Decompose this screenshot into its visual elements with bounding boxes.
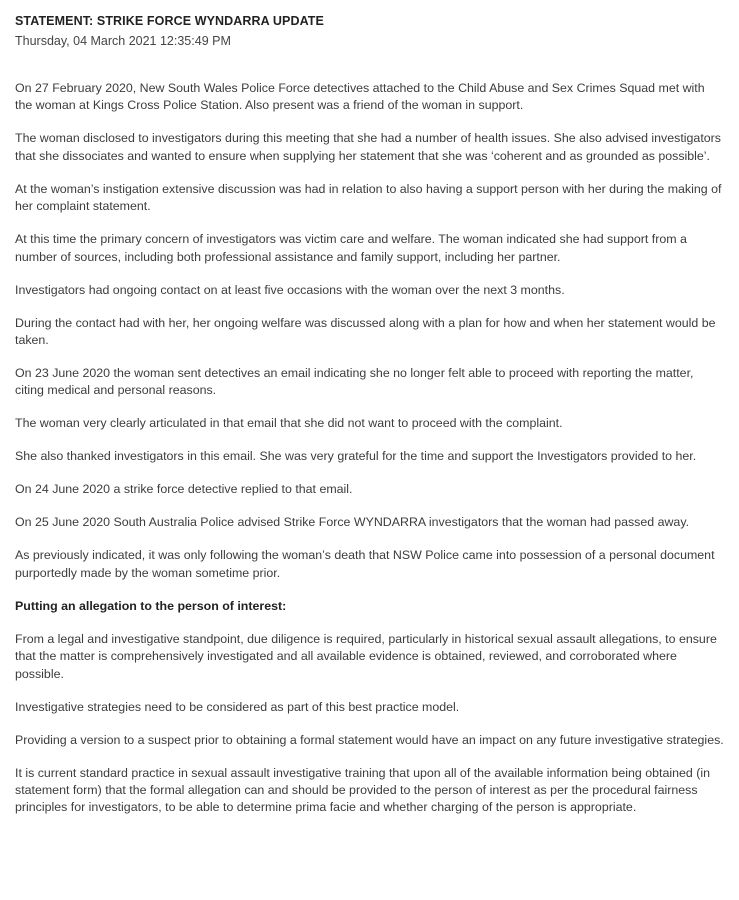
body-paragraph: Investigative strategies need to be considered as part of this best practice model. bbox=[15, 699, 460, 714]
document-title: STATEMENT: STRIKE FORCE WYNDARRA UPDATE bbox=[15, 14, 324, 28]
body-paragraph: During the contact had with her, her ongoing welfare was discussed along with a plan for how and when her statement would be taken. bbox=[15, 315, 716, 348]
body-paragraph: At the woman’s instigation extensive discussion was had in relation to also having a support person with her during the making of her complaint statement. bbox=[15, 181, 722, 214]
body-paragraph: On 23 June 2020 the woman sent detectives an email indicating she no longer felt able to proceed with reporting the matter, citing medical and personal reasons. bbox=[15, 366, 694, 398]
body-paragraph: She also thanked investigators in this email. She was very grateful for the time and support the Investigators provided to her. bbox=[15, 449, 697, 464]
body-paragraph: As previously indicated, it was only following the woman’s death that NSW Police came into possession of a personal document purportedly made by the woman sometime prior. bbox=[15, 548, 715, 580]
body-paragraph: The woman very clearly articulated in that email that she did not want to proceed with the complaint. bbox=[15, 416, 563, 431]
body-paragraph: Providing a version to a suspect prior to obtaining a formal statement would have an impact on any future investigative strategies. bbox=[15, 732, 724, 747]
body-paragraph: On 25 June 2020 South Australia Police advised Strike Force WYNDARRA investigators that the woman had passed away. bbox=[15, 515, 690, 530]
body-paragraph: From a legal and investigative standpoint, due diligence is required, particularly in historical sexual assault allegations, to ensure that the matter is comprehensively investigated and all available evidence is obtained, reviewed, and corroborated where possible. bbox=[15, 631, 717, 681]
body-paragraph: At this time the primary concern of investigators was victim care and welfare. The woman indicated she had support from a number of sources, including both professional assistance and family support, including her partner. bbox=[15, 232, 687, 264]
body-paragraph: The woman disclosed to investigators during this meeting that she had a number of health issues. She also advised investigators that she dissociates and wanted to ensure when supplying her statement that she was ‘coherent and as grounded as possible’. bbox=[15, 131, 721, 163]
body-paragraph: Investigators had ongoing contact on at least five occasions with the woman over the next 3 months. bbox=[15, 282, 565, 297]
document-body bbox=[15, 80, 725, 817]
body-paragraph: On 27 February 2020, New South Wales Police Force detectives attached to the Child Abuse and Sex Crimes Squad met with the woman at Kings Cross Police Station. Also present was a friend of the woman in support. bbox=[15, 81, 705, 113]
section-heading: Putting an allegation to the person of interest: bbox=[15, 598, 287, 613]
document-timestamp: Thursday, 04 March 2021 12:35:49 PM bbox=[15, 34, 231, 48]
body-paragraph: On 24 June 2020 a strike force detective replied to that email. bbox=[15, 482, 353, 497]
body-paragraph: It is current standard practice in sexual assault investigative training that upon all of the available information being obtained (in statement form) that the formal allegation can and should be provided to the person of interest as per the procedural fairness principles for investigators, to be able to determine prima facie and whether charging of the person is appropriate. bbox=[15, 765, 710, 815]
